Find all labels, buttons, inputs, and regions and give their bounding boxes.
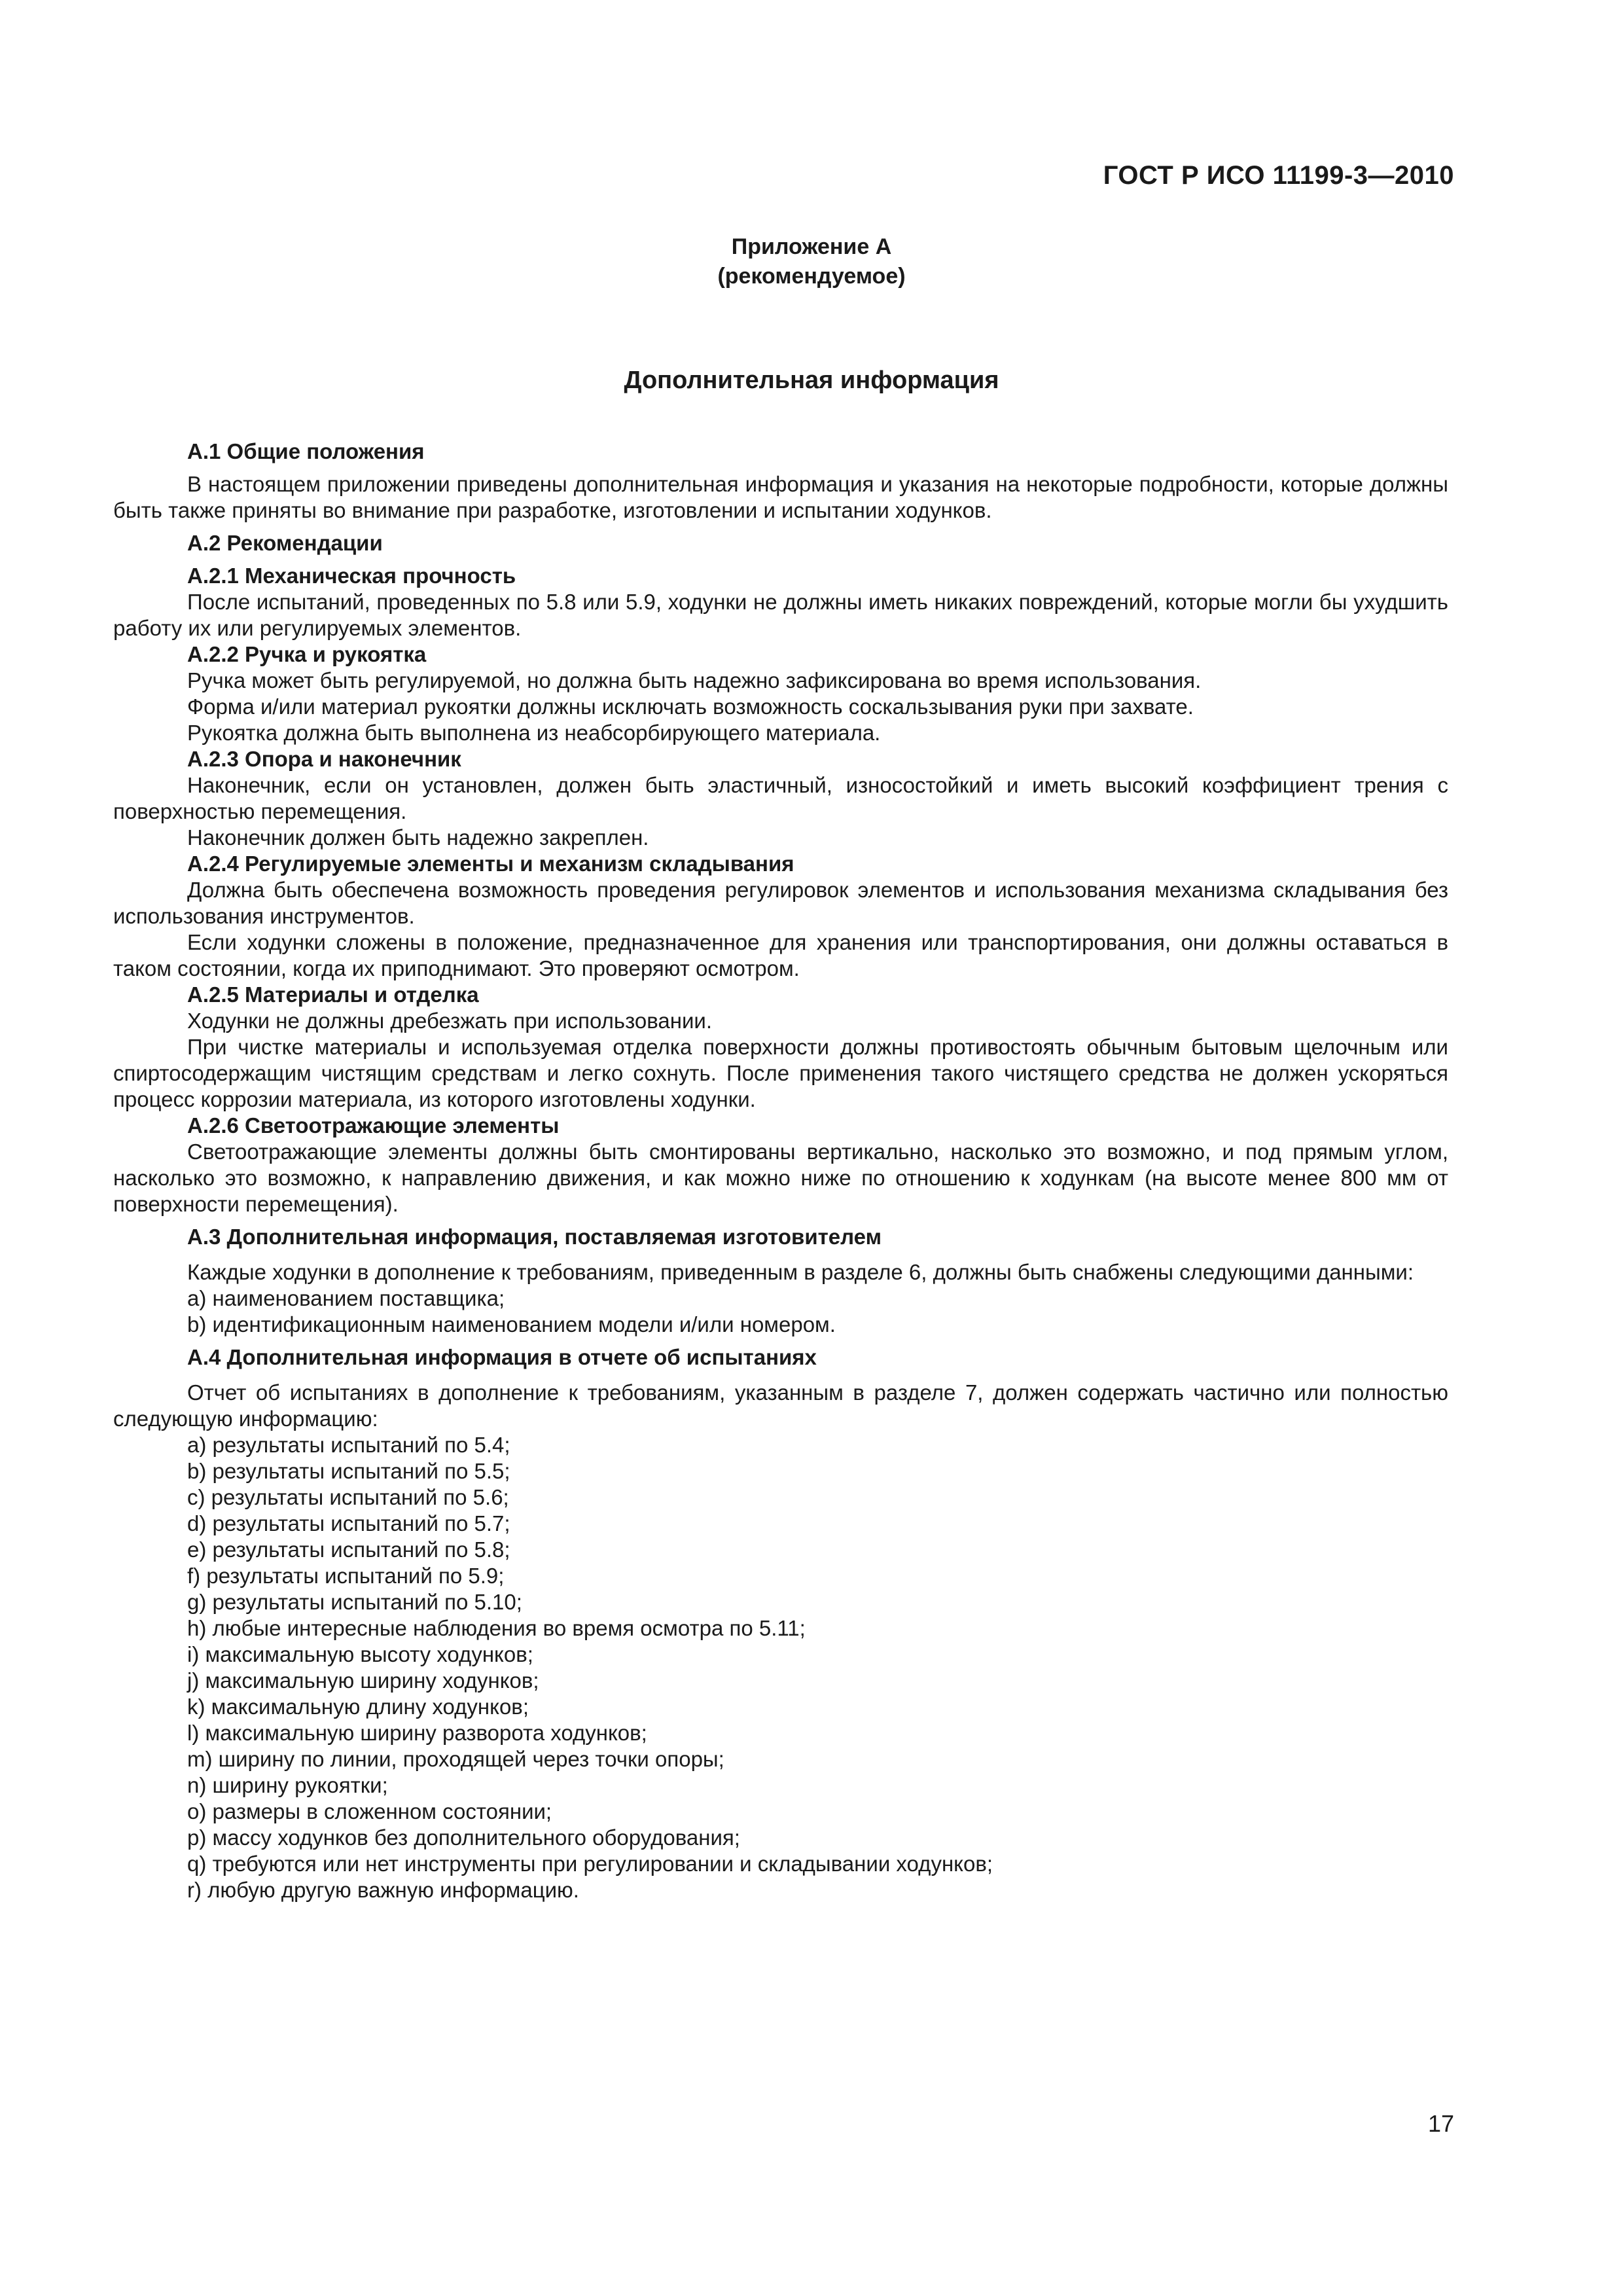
list-item: а) результаты испытаний по 5.4; [187, 1433, 510, 1457]
page-title: Дополнительная информация [624, 367, 999, 394]
annex-header [0, 232, 1623, 291]
paragraph: В настоящем приложении приведены дополнительная информация и указания на некоторые подробности, которые должны быть также приняты во внимание при разработке, изготовлении и испытании ходунков. [113, 472, 1448, 522]
list-item: k) максимальную длину ходунков; [187, 1695, 529, 1719]
paragraph: Светоотражающие элементы должны быть смонтированы вертикально, насколько это возможно, и под прямым углом, насколько это возможно, к направлению движения, и как можно ниже по отношению к ходункам (на высоте менее 800 мм от поверхности перемещения). [113, 1139, 1448, 1216]
page-number: 17 [1427, 2110, 1454, 2137]
paragraph: Если ходунки сложены в положение, предназначенное для хранения или транспортирования, они должны оставаться в таком состоянии, когда их приподнимают. Это проверяют осмотром. [113, 930, 1448, 980]
list-item: n) ширину рукоятки; [187, 1773, 388, 1797]
list-item: d) результаты испытаний по 5.7; [187, 1511, 510, 1535]
paragraph: При чистке материалы и используемая отделка поверхности должны противостоять обычным бытовым щелочным или спиртосодержащим чистящим средствам и легко сохнуть. После применения такого чистящего средства не должен ускоряться процесс коррозии материала, из которого изготовлены ходунки. [113, 1035, 1448, 1111]
list-item: j) максимальную ширину ходунков; [187, 1668, 539, 1693]
section-heading: А.1 Общие положения [187, 439, 425, 463]
annex-status: (рекомендуемое) [717, 264, 906, 289]
subsection-heading: А.2.4 Регулируемые элементы и механизм складывания [187, 852, 794, 876]
paragraph: Должна быть обеспечена возможность проведения регулировок элементов и использования механизма складывания без использования инструментов. [113, 878, 1448, 928]
paragraph: Наконечник должен быть надежно закреплен. [187, 825, 649, 850]
subsection-heading: А.2.6 Светоотражающие элементы [187, 1113, 560, 1138]
section-heading: А.4 Дополнительная информация в отчете об испытаниях [187, 1345, 817, 1369]
paragraph: Каждые ходунки в дополнение к требованиям, приведенным в разделе 6, должны быть снабжены следующими данными: [187, 1260, 1414, 1284]
list-item: f) результаты испытаний по 5.9; [187, 1564, 505, 1588]
subsection-heading: А.2.5 Материалы и отделка [187, 982, 479, 1007]
paragraph: Ручка может быть регулируемой, но должна быть надежно зафиксирована во время использования. [187, 668, 1202, 692]
section-heading: А.2 Рекомендации [187, 531, 383, 555]
paragraph: После испытаний, проведенных по 5.8 или 5.9, ходунки не должны иметь никаких повреждений, которые могли бы ухудшить работу их или регулируемых элементов. [113, 590, 1448, 640]
paragraph: Ходунки не должны дребезжать при использовании. [187, 1009, 713, 1033]
paragraph: Форма и/или материал рукоятки должны исключать возможность соскальзывания руки при захвате. [187, 694, 1194, 719]
list-item: q) требуются или нет инструменты при регулировании и складывании ходунков; [187, 1852, 993, 1876]
list-item: m) ширину по линии, проходящей через точки опоры; [187, 1747, 724, 1771]
standard-number: ГОСТ Р ИСО 11199-3—2010 [1103, 161, 1454, 190]
list-item: b) идентификационным наименованием модели и/или номером. [187, 1312, 836, 1336]
list-item: l) максимальную ширину разворота ходунков; [187, 1721, 647, 1745]
list-item: p) массу ходунков без дополнительного оборудования; [187, 1825, 740, 1850]
subsection-heading: А.2.2 Ручка и рукоятка [187, 642, 427, 666]
subsection-heading: А.2.3 Опора и наконечник [187, 747, 461, 771]
list-item: h) любые интересные наблюдения во время осмотра по 5.11; [187, 1616, 806, 1640]
subsection-heading: А.2.1 Механическая прочность [187, 564, 516, 588]
list-item: r) любую другую важную информацию. [187, 1878, 579, 1902]
list-item: i) максимальную высоту ходунков; [187, 1642, 533, 1666]
list-item: c) результаты испытаний по 5.6; [187, 1485, 509, 1509]
document-body [113, 439, 1448, 1903]
list-item: g) результаты испытаний по 5.10; [187, 1590, 522, 1614]
list-item: b) результаты испытаний по 5.5; [187, 1459, 510, 1483]
paragraph: Рукоятка должна быть выполнена из неабсорбирующего материала. [187, 721, 881, 745]
annex-title: Приложение А [731, 234, 892, 259]
list-item: а) наименованием поставщика; [187, 1286, 505, 1310]
section-heading: А.3 Дополнительная информация, поставляемая изготовителем [187, 1225, 882, 1249]
list-item: o) размеры в сложенном состоянии; [187, 1799, 552, 1823]
paragraph: Отчет об испытаниях в дополнение к требованиям, указанным в разделе 7, должен содержать частично или полностью следующую информацию: [113, 1380, 1448, 1431]
list-item: e) результаты испытаний по 5.8; [187, 1537, 510, 1562]
paragraph: Наконечник, если он установлен, должен быть эластичный, износостойкий и иметь высокий коэффициент трения с поверхностью перемещения. [113, 773, 1448, 823]
